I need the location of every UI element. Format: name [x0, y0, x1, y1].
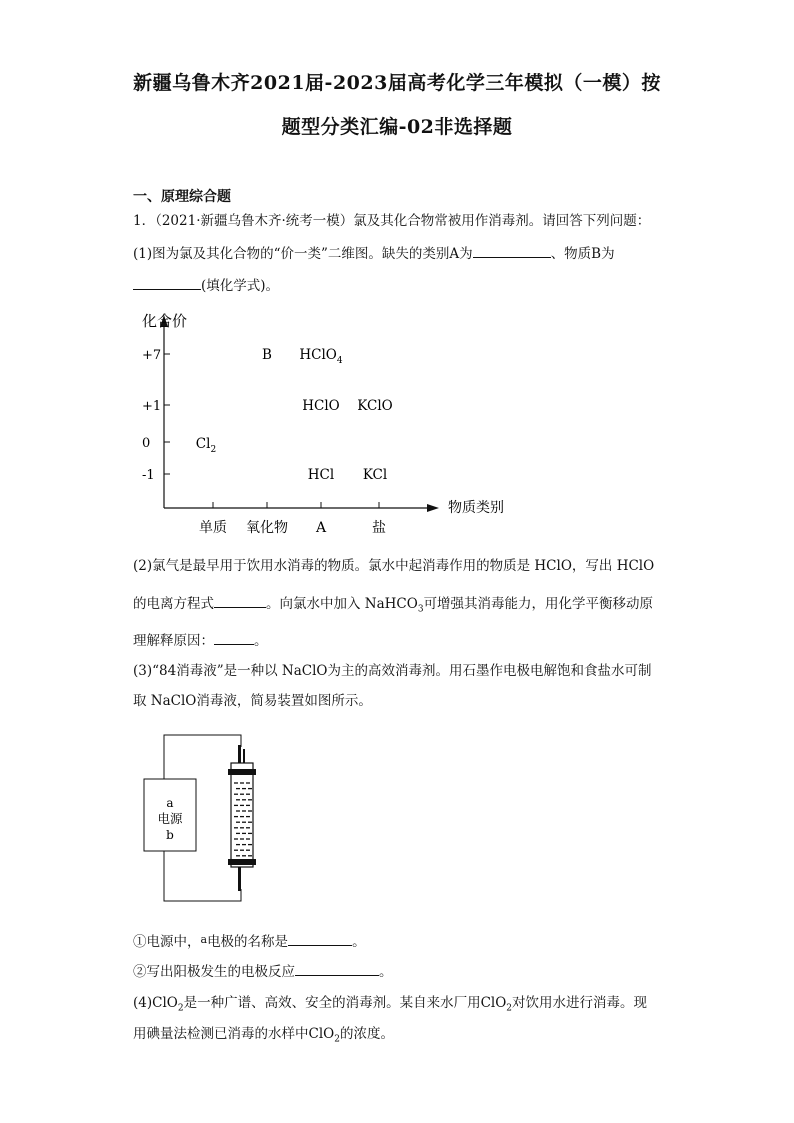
x-tick-label: 单质: [199, 520, 227, 535]
x-axis-label: 物质类别: [448, 500, 504, 516]
tube-stopper-bottom: [228, 859, 256, 865]
answer-blank[interactable]: [133, 275, 201, 290]
power-supply-label: 电源: [157, 811, 183, 826]
data-point-label: B: [262, 347, 272, 363]
question-part4: (4)ClO$_2$是一种广谱、高效、安全的消毒剂。某自来水厂用ClO$_2$对饮用水进行消毒。现: [133, 995, 648, 1014]
data-point-label: HClO$_4$: [299, 347, 343, 366]
question-part2-cont2: 理解释原因： 。: [133, 630, 268, 651]
question-part2: (2)氯气是最早用于饮用水消毒的物质。氯水中起消毒作用的物质是 HClO，写出 HClO: [133, 558, 655, 574]
data-point-label: HCl: [307, 467, 335, 483]
y-axis-label: 化合价: [142, 312, 188, 330]
x-tick-label: A: [315, 520, 327, 535]
question-part1: (1)图为氯及其化合物的“价一类”二维图。缺失的类别A为 、物质B为: [133, 243, 615, 264]
data-point-label: KCl: [362, 467, 388, 483]
question-part2-cont: 的电离方程式 。向氯水中加入 NaHCO$_3$可增强其消毒能力，用化学平衡移动原: [133, 593, 653, 620]
valence-class-chart: [128, 305, 548, 535]
y-tick-label: 0: [142, 436, 151, 451]
electrolysis-tube: [231, 763, 253, 867]
x-axis-arrow: [427, 504, 439, 512]
question-intro: 1．（2021·新疆乌鲁木齐·统考一模）氯及其化合物常被用作消毒剂。请回答下列问题：: [133, 213, 651, 229]
power-terminal-b: b: [166, 828, 174, 842]
question-part3-cont: 取 NaClO消毒液，简易装置如图所示。: [133, 693, 372, 709]
wire-bottom: [164, 851, 241, 901]
question-part3-sub1: ①电源中，$^a$电极的名称是 。: [133, 933, 366, 950]
x-tick-label: 盐: [372, 520, 386, 535]
answer-blank[interactable]: [295, 961, 379, 976]
y-tick-label: +1: [142, 399, 162, 414]
answer-blank[interactable]: [473, 243, 551, 258]
y-tick-label: -1: [142, 468, 155, 483]
question-part1-cont: (填化学式)。: [133, 275, 279, 296]
question-part3: (3)“84消毒液”是一种以 NaClO为主的高效消毒剂。用石墨作电极电解饱和食盐水可制: [133, 663, 652, 679]
page-title-line1: 新疆乌鲁木齐2021届-2023届高考化学三年模拟（一模）按: [133, 72, 661, 94]
data-point-label: HClO: [302, 398, 340, 414]
answer-blank[interactable]: [214, 630, 254, 645]
answer-blank[interactable]: [214, 593, 266, 608]
electrolysis-apparatus: [140, 727, 280, 907]
section-heading: 一、原理综合题: [133, 189, 231, 205]
x-tick-label: 氧化物: [246, 520, 288, 535]
power-terminal-a: a: [166, 796, 174, 810]
page-title-line2: 题型分类汇编-02非选择题: [281, 116, 513, 138]
question-part3-sub2: ②写出阳极发生的电极反应 。: [133, 961, 393, 982]
y-tick-label: +7: [142, 348, 162, 363]
data-point-label: KClO: [357, 398, 393, 414]
answer-blank[interactable]: [288, 931, 352, 946]
question-part4-cont: 用碘量法检测已消毒的水样中ClO$_2$的浓度。: [133, 1026, 394, 1045]
tube-stopper-top: [228, 769, 256, 775]
data-point-label: $Cl_2$: [195, 436, 217, 455]
